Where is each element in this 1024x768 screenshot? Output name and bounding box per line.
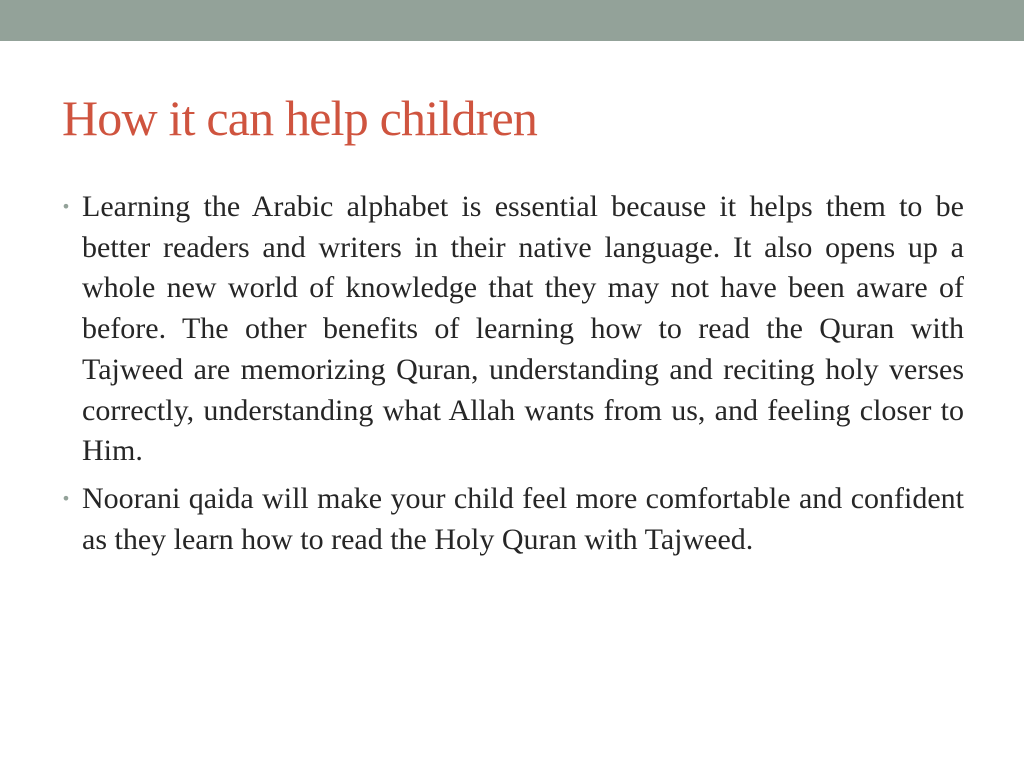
bullet-item bbox=[56, 187, 964, 472]
bullet-dot-icon: • bbox=[61, 488, 71, 508]
bullet-item bbox=[56, 479, 964, 560]
bullet-dot-icon: • bbox=[61, 197, 71, 216]
slide-title: How it can help children bbox=[62, 90, 538, 146]
bullet-list bbox=[56, 187, 964, 567]
bullet-text: Noorani qaida will make your child feel more comfortable and confident as they learn how to read the Holy Quran with Tajweed. bbox=[82, 481, 964, 556]
top-accent-band bbox=[0, 0, 1024, 41]
bullet-text: Learning the Arabic alphabet is essential because it helps them to be better readers and writers in their native language. It also opens up a whole new world of knowledge that they may not have been aware of before. The other benefits of learning how to read the Quran with Tajweed are memorizing Quran, understanding and reciting holy verses correctly, understanding what Allah wants from us, and feeling closer to Him. bbox=[82, 190, 964, 468]
